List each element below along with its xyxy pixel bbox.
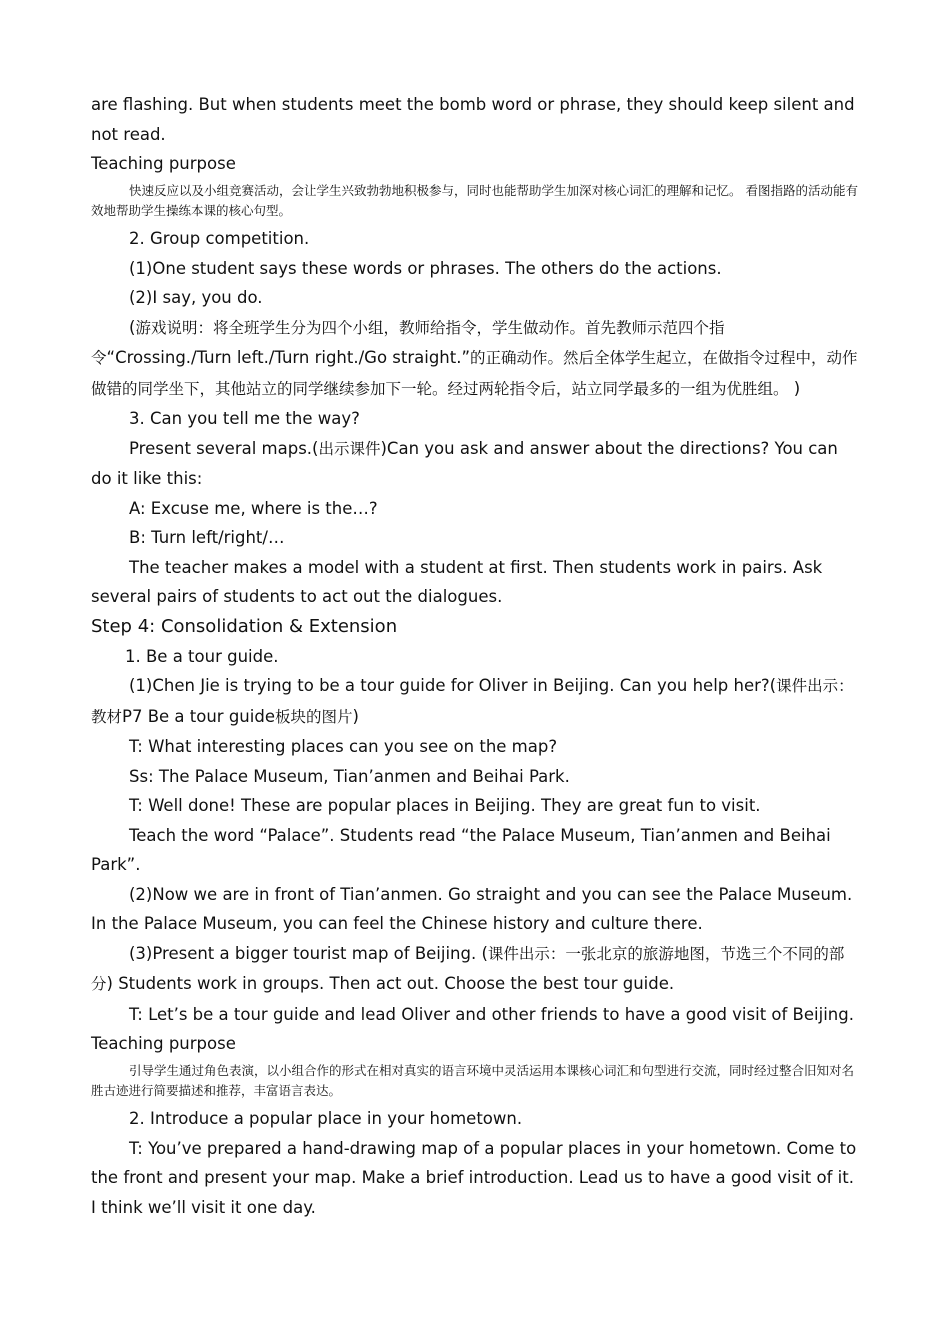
- tour-guide-step1-cn2: 板块的图片: [274, 707, 353, 726]
- game-open-paren: (: [129, 317, 136, 337]
- teaching-purpose-text-1: 快速反应以及小组竞赛活动，会让学生兴致勃勃地积极参与，同时也能帮助学生加深对核心词汇的理解和记忆。 看图指路的活动能有效地帮助学生操练本课的核心句型。: [91, 183, 858, 218]
- present-maps-text: Present several maps.(: [129, 438, 319, 458]
- tour-guide-step2: (2)Now we are in front of Tian’anmen. Go straight and you can see the Palace Museum. In the Palace Museum, you can feel the Chinese history and culture there.: [91, 884, 853, 933]
- hometown-item-title: 2. Introduce a popular place in your hometown.: [129, 1109, 523, 1128]
- tour-guide-step3-text: (3)Present a bigger tourist map of Beijing. (: [129, 943, 488, 963]
- game-close-paren: ): [788, 378, 801, 398]
- present-maps-cn: 出示课件: [318, 439, 381, 458]
- game-instructions-cn-part2: 的正确动作。然后全体学生起立，在做指令过程中，动作做错的同学坐下，其他站立的同学继续参加下一轮。经过两轮指令后，站立同学最多的一组为优胜组。: [91, 349, 858, 398]
- teaching-purpose-text-2: 引导学生通过角色表演，以小组合作的形式在相对真实的语言环境中灵活运用本课核心词汇和句型进行交流，同时经过整合旧知对名胜古迹进行简要描述和推荐，丰富语言表达。: [91, 1063, 855, 1098]
- teacher-line-1: T: What interesting places can you see on the map?: [129, 737, 558, 756]
- dialogue-line-a: A: Excuse me, where is the…?: [129, 498, 378, 518]
- game-instructions-cn-part1: 游戏说明：将全班学生分为四个小组，教师给指令，学生做动作。首先教师示范四个指令: [91, 318, 725, 367]
- model-pairs-paragraph: The teacher makes a model with a student at first. Then students work in pairs. Ask several pairs of students to act out the dialogues.: [91, 557, 823, 606]
- tour-guide-step1-text: (1)Chen Jie is trying to be a tour guide for Oliver in Beijing. Can you help her?(: [129, 676, 777, 695]
- game-instructions-commands: “Crossing./Turn left./Turn right./Go straight.”: [106, 348, 471, 367]
- step4-heading: Step 4: Consolidation & Extension: [91, 615, 398, 637]
- tour-guide-step1-book: P7 Be a tour guide: [122, 706, 275, 726]
- item-group-competition-title: 2. Group competition.: [129, 229, 310, 248]
- tour-guide-step1-cn1: 课件出示：教材: [91, 677, 854, 726]
- present-maps-question: )Can you ask and answer about the directions? You can do it like this:: [91, 438, 838, 488]
- dialogue-line-b: B: Turn left/right/…: [129, 528, 285, 547]
- tour-guide-step1-close: ): [352, 706, 359, 726]
- teaching-purpose-heading-1: Teaching purpose: [91, 154, 236, 173]
- tour-guide-step3-rest: ) Students work in groups. Then act out. Choose the best tour guide.: [106, 974, 675, 993]
- teacher-line-4: T: You’ve prepared a hand-drawing map of a popular places in your hometown. Come to the front and present your map. Make a brief introduction. Lead us to have a good visit of it. I think we’ll visit it one day.: [91, 1138, 857, 1217]
- teacher-line-3: T: Let’s be a tour guide and lead Oliver and other friends to have a good visit of Beijing.: [129, 1004, 854, 1024]
- teacher-line-2: T: Well done! These are popular places in Beijing. They are great fun to visit.: [129, 796, 761, 815]
- paragraph-bomb-game-end: are flashing. But when students meet the bomb word or phrase, they should keep silent and not read.: [91, 95, 855, 144]
- teaching-purpose-heading-2: Teaching purpose: [91, 1034, 236, 1053]
- game-instructions-paragraph: [91, 313, 859, 405]
- document-page: [91, 90, 859, 1222]
- tour-guide-step3: [91, 939, 859, 1000]
- tour-guide-step3-cn: 课件出示：一张北京的旅游地图，节选三个不同的部分: [91, 944, 845, 993]
- students-line-1: Ss: The Palace Museum, Tian’anmen and Beihai Park.: [129, 766, 570, 786]
- teach-word-paragraph: Teach the word “Palace”. Students read “the Palace Museum, Tian’anmen and Beihai Park”.: [91, 825, 831, 874]
- item-tell-way-title: 3. Can you tell me the way?: [129, 409, 360, 428]
- item-group-competition-step2: (2)I say, you do.: [129, 288, 263, 307]
- tour-guide-step1: [91, 671, 859, 732]
- item-group-competition-step1: (1)One student says these words or phrases. The others do the actions.: [129, 258, 722, 278]
- tour-guide-item-title: 1. Be a tour guide.: [125, 646, 279, 666]
- item-tell-way-paragraph: [91, 434, 859, 494]
